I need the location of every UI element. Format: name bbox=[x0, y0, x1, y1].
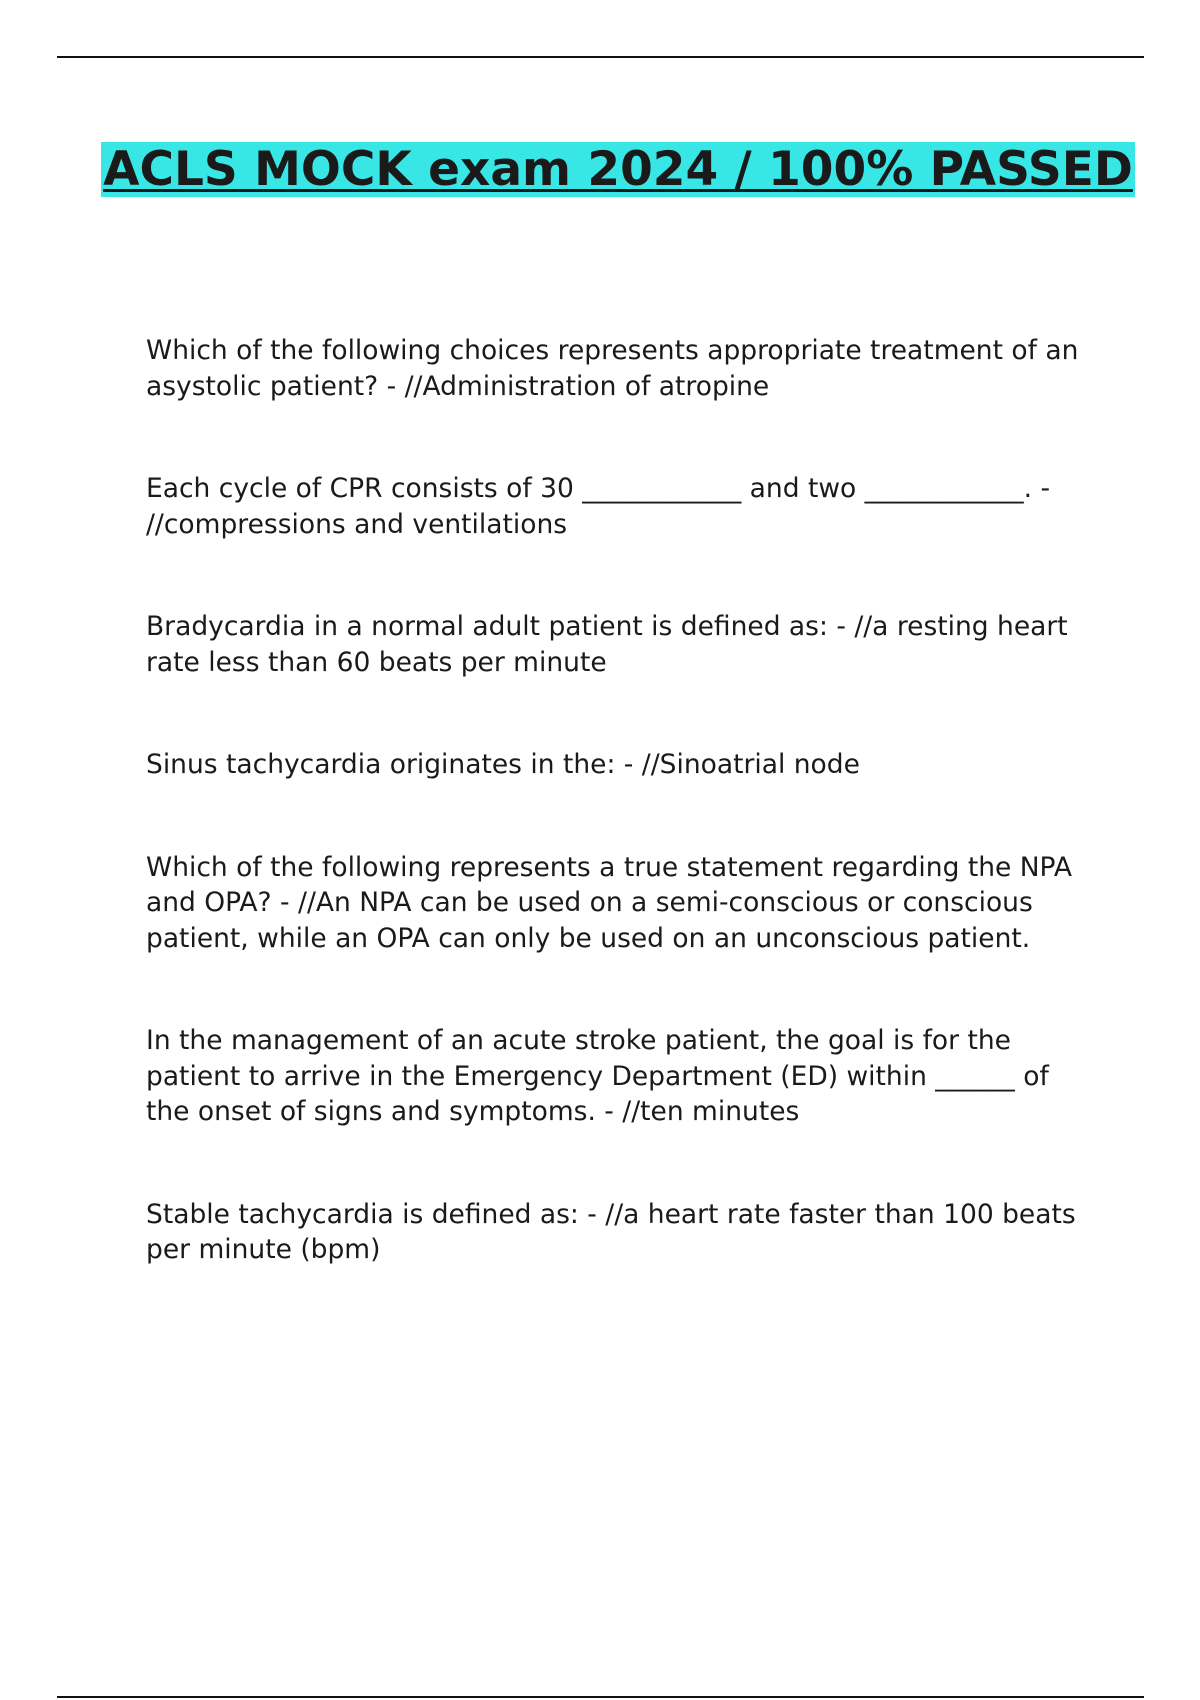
qa-entry: Which of the following choices represents appropriate treatment of an asystolic patient? - //Administration of atropine bbox=[146, 335, 1079, 402]
footer-rule bbox=[57, 1696, 1144, 1698]
qa-entry: Each cycle of CPR consists of 30 ____________ and two ____________. - //compressions and ventilations bbox=[146, 473, 1051, 540]
header-rule bbox=[57, 56, 1144, 58]
qa-entry: Which of the following represents a true statement regarding the NPA and OPA? - //An NPA can be used on a semi-conscious or conscious patient, while an OPA can only be used on an unconscious patient. bbox=[146, 851, 1072, 954]
document-title bbox=[100, 140, 1136, 200]
qa-entry: In the management of an acute stroke patient, the goal is for the patient to arrive in the Emergency Department (ED) within ______ of the onset of signs and symptoms. - //ten minutes bbox=[146, 1025, 1049, 1127]
qa-entry: Bradycardia in a normal adult patient is defined as: - //a resting heart rate less than 60 beats per minute bbox=[146, 611, 1068, 678]
qa-entry: Stable tachycardia is defined as: - //a heart rate faster than 100 beats per minute (bpm) bbox=[146, 1198, 1076, 1265]
qa-entry: Sinus tachycardia originates in the: - //Sinoatrial node bbox=[146, 749, 860, 780]
question-answer-list bbox=[146, 333, 1086, 1268]
title-highlight: ACLS MOCK exam 2024 / 100% PASSED bbox=[103, 142, 1133, 197]
